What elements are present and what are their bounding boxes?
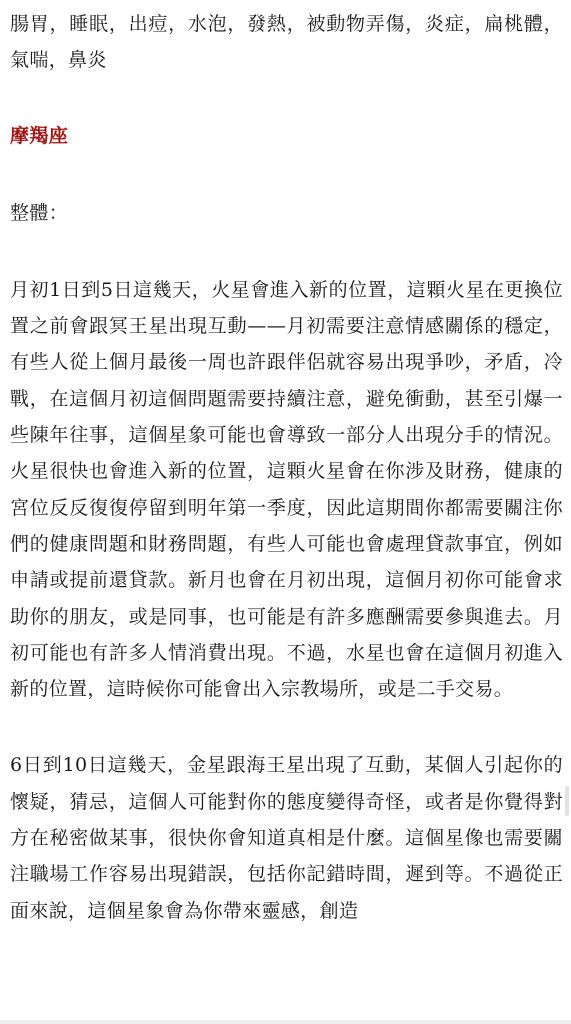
overall-label: 整體：	[10, 201, 69, 224]
sign-heading-capricorn: 摩羯座	[10, 124, 69, 147]
article-body	[10, 6, 563, 929]
forecast-paragraph-days-1-5: 月初1日到5日這幾天，火星會進入新的位置，這顆火星在更換位置之前會跟冥王星出現互動——月初需要注意情感關係的穩定，有些人從上個月最後一周也許跟伴侶就容易出現爭吵，矛盾，冷戰，在這個月初這個問題需要持續注意，避免衝動，甚至引爆一些陳年往事，這個星象可能也會導致一部分人出現分手的情況。火星很快也會進入新的位置，這顆火星會在你涉及財務，健康的宮位反反復復停留到明年第一季度，因此這期間你都需要關注你們的健康問題和財務問題，有些人可能也會處理貸款事宜，例如申請或提前還貸款。新月也會在月初出現，這個月初你可能會求助你的朋友，或是同事，也可能是有許多應酬需要參與進去。月初可能也有許多人情消費出現。不過，水星也會在這個月初進入新的位置，這時候你可能會出入宗教場所，或是二手交易。	[10, 278, 563, 701]
health-keywords-paragraph: 腸胃，睡眠，出痘，水泡，發熱，被動物弄傷，炎症，扁桃體，氣喘，鼻炎	[10, 13, 563, 72]
forecast-paragraph-days-6-10: 6日到10日這幾天，金星跟海王星出現了互動，某個人引起你的懷疑，猜忌，這個人可能對你的態度變得奇怪，或者是你覺得對方在秘密做某事，很快你會知道真相是什麼。這個星像也需要關注職場工作容易出現錯誤，包括你記錯時間，遲到等。不過從正面來說，這個星象會為你帶來靈感，創造	[10, 754, 563, 922]
scrollbar-thumb[interactable]	[565, 786, 569, 816]
bottom-edge	[0, 1020, 571, 1024]
